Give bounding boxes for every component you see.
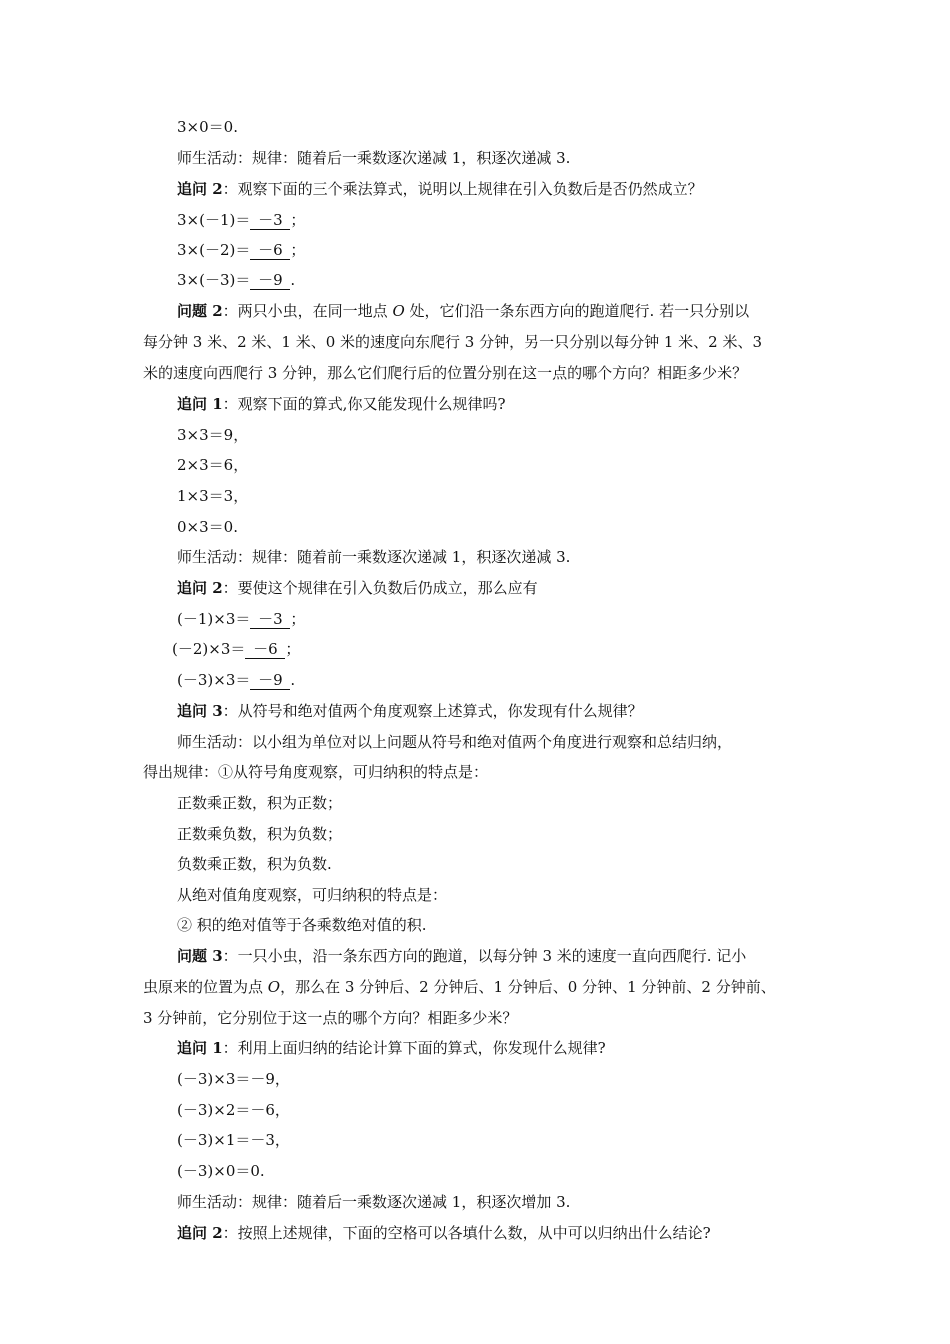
problem-text: ，那么在 3 分钟后、2 分钟后、1 分钟后、0 分钟、1 分钟前、2 分钟前、	[280, 978, 776, 996]
text-line	[143, 977, 776, 997]
equation-lhs: (－2)×3＝	[172, 640, 246, 658]
equation-punct: ；	[285, 640, 301, 658]
equation-lhs: 3×(－1)＝	[177, 211, 251, 229]
text-line: ② 积的绝对值等于各乘数绝对值的积.	[177, 916, 427, 934]
text-line: 3×0＝0.	[177, 118, 238, 136]
text-line: 得出规律：①从符号角度观察，可归纳积的特点是：	[143, 763, 489, 781]
problem-label: 问题 3	[177, 947, 223, 965]
text-line: (－3)×1＝－3，	[177, 1131, 290, 1149]
equation-line	[172, 639, 300, 659]
text-line: 正数乘负数，积为负数；	[177, 825, 343, 843]
question-text: ：要使这个规律在引入负数后仍成立，那么应有	[222, 579, 538, 597]
text-line: 从绝对值角度观察，可归纳积的特点是：	[177, 886, 448, 904]
equation-line	[177, 210, 305, 230]
answer-blank: －3	[250, 610, 290, 629]
question-label: 追问 2	[177, 180, 223, 198]
equation-punct: .	[290, 671, 296, 689]
question-label: 追问 3	[177, 702, 223, 720]
question-text: ：观察下面的三个乘法算式，说明以上规律在引入负数后是否仍然成立？	[222, 180, 703, 198]
question-line	[177, 179, 703, 199]
text-line: 1×3＝3，	[177, 487, 249, 505]
equation-punct: ；	[290, 241, 306, 259]
text-line: 师生活动：以小组为单位对以上问题从符号和绝对值两个角度进行观察和总结归纳，	[177, 733, 733, 751]
answer-blank: －6	[250, 241, 290, 260]
problem-text: 虫原来的位置为点	[143, 978, 268, 996]
question-text: ：观察下面的算式,你又能发现什么规律吗?	[222, 395, 506, 413]
point-variable: O	[267, 978, 281, 996]
question-line	[177, 578, 538, 598]
text-line: (－3)×2＝－6，	[177, 1101, 290, 1119]
answer-blank: －3	[250, 211, 290, 230]
question-text: ：按照上述规律，下面的空格可以各填什么数，从中可以归纳出什么结论?	[222, 1224, 711, 1242]
text-line: 师生活动：规律：随着后一乘数逐次递减 1，积逐次递减 3.	[177, 149, 571, 167]
question-line	[177, 1223, 711, 1243]
problem-line	[177, 301, 749, 321]
text-line: 正数乘正数，积为正数；	[177, 794, 343, 812]
equation-punct: ；	[290, 211, 306, 229]
text-line: 负数乘正数，积为负数.	[177, 855, 332, 873]
text-line: (－3)×0＝0.	[177, 1162, 265, 1180]
problem-text: 处，它们沿一条东西方向的跑道爬行. 若一只分别以	[404, 302, 750, 320]
problem-text: ：一只小虫，沿一条东西方向的跑道，以每分钟 3 米的速度一直向西爬行. 记小	[222, 947, 747, 965]
problem-line	[177, 946, 746, 966]
question-label: 追问 2	[177, 1224, 223, 1242]
text-line: 0×3＝0.	[177, 518, 238, 536]
answer-blank: －9	[250, 271, 290, 290]
text-line: 2×3＝6，	[177, 456, 249, 474]
text-line: 师生活动：规律：随着前一乘数逐次递减 1，积逐次递减 3.	[177, 548, 571, 566]
question-line	[177, 394, 505, 414]
question-label: 追问 1	[177, 1039, 223, 1057]
problem-text: ：两只小虫，在同一地点	[222, 302, 393, 320]
text-line: 3 分钟前，它分别位于这一点的哪个方向？相距多少米？	[143, 1009, 518, 1027]
question-text: ：利用上面归纳的结论计算下面的算式，你发现什么规律?	[222, 1039, 606, 1057]
answer-blank: －9	[250, 671, 290, 690]
question-text: ：从符号和绝对值两个角度观察上述算式，你发现有什么规律？	[222, 702, 643, 720]
equation-line	[177, 609, 305, 629]
point-variable: O	[392, 302, 405, 320]
text-line: 米的速度向西爬行 3 分钟，那么它们爬行后的位置分别在这一点的哪个方向？相距多少米？	[143, 364, 748, 382]
equation-lhs: 3×(－3)＝	[177, 271, 251, 289]
text-line: 每分钟 3 米、2 米、1 米、0 米的速度向东爬行 3 分钟，另一只分别以每分钟 1 米、2 米、3	[143, 333, 763, 351]
equation-line	[177, 270, 295, 290]
text-line: (－3)×3＝－9，	[177, 1070, 290, 1088]
equation-lhs: (－1)×3＝	[177, 610, 251, 628]
question-line	[177, 1038, 606, 1058]
problem-label: 问题 2	[177, 302, 223, 320]
equation-line	[177, 240, 305, 260]
text-line: 3×3＝9，	[177, 426, 249, 444]
equation-punct: ；	[290, 610, 306, 628]
question-line	[177, 701, 643, 721]
question-label: 追问 1	[177, 395, 223, 413]
equation-line	[177, 670, 295, 690]
text-line: 师生活动：规律：随着后一乘数逐次递减 1，积逐次增加 3.	[177, 1193, 571, 1211]
equation-lhs: (－3)×3＝	[177, 671, 251, 689]
question-label: 追问 2	[177, 579, 223, 597]
equation-punct: .	[290, 271, 296, 289]
equation-lhs: 3×(－2)＝	[177, 241, 251, 259]
answer-blank: －6	[245, 640, 285, 659]
